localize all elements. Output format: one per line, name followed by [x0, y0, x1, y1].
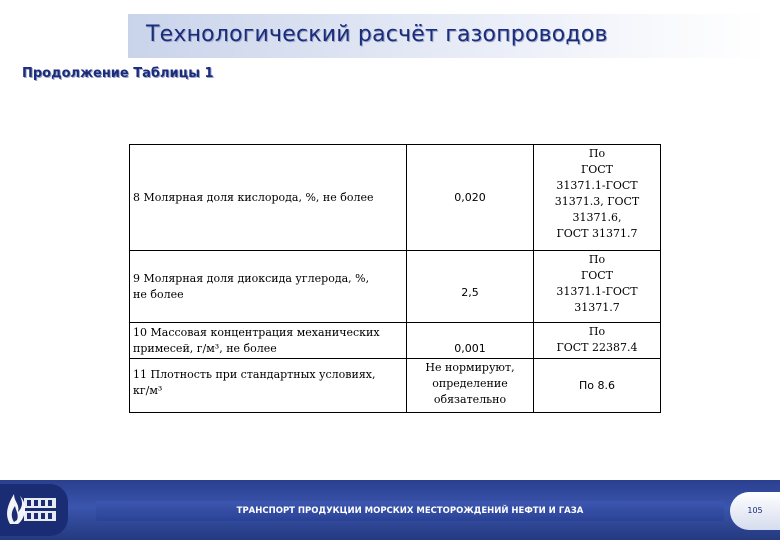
value-text: Не нормируют,	[425, 361, 515, 374]
method-line: По	[588, 253, 606, 266]
method-line: 31371.1-ГОСТ	[556, 179, 638, 192]
value-text: 2,5	[461, 286, 479, 299]
value-cell	[407, 323, 534, 359]
value-text: обязательно	[433, 393, 507, 406]
value-cell	[407, 251, 534, 323]
method-line: ГОСТ	[580, 269, 614, 282]
page-number: 105	[730, 492, 780, 530]
table-row	[130, 359, 661, 413]
method-cell	[534, 251, 661, 323]
table-row	[130, 323, 661, 359]
param-cell	[130, 323, 407, 359]
method-cell	[534, 323, 661, 359]
method-line: 31371.1-ГОСТ	[556, 285, 638, 298]
table-row	[130, 251, 661, 323]
method-line: 31371.7	[574, 301, 620, 314]
param-text: кг/м³	[133, 384, 163, 397]
method-line: По 8.6	[579, 378, 615, 392]
param-cell	[130, 251, 407, 323]
value-text: 0,001	[454, 342, 486, 355]
table-row	[130, 145, 661, 251]
param-text: примесей, г/м³, не более	[133, 341, 277, 355]
value-cell	[407, 359, 534, 413]
param-cell	[130, 359, 407, 413]
method-line: По	[588, 325, 606, 338]
footer-caption: ТРАНСПОРТ ПРОДУКЦИИ МОРСКИХ МЕСТОРОЖДЕНИЙ НЕФТИ И ГАЗА	[96, 501, 724, 521]
method-line: 31371.3, ГОСТ	[554, 195, 640, 208]
specification-table	[129, 144, 661, 413]
value-cell	[407, 145, 534, 251]
method-line: По	[588, 147, 606, 160]
param-text: 11 Плотность при стандартных условиях,	[133, 368, 376, 381]
param-text: не более	[133, 287, 184, 301]
page-title: Технологический расчёт газопроводов	[146, 22, 608, 47]
value-text: 0,020	[454, 190, 486, 204]
method-line: 31371.6,	[572, 211, 622, 224]
method-cell	[534, 359, 661, 413]
param-cell	[130, 145, 407, 251]
gazprom-flame-logo-icon	[0, 484, 68, 536]
param-text: 9 Молярная доля диоксида углерода, %,	[133, 271, 370, 285]
table-continuation-label: Продолжение Таблицы 1	[22, 66, 214, 81]
param-text: 8 Молярная доля кислорода, %, не более	[133, 190, 374, 204]
method-cell	[534, 145, 661, 251]
method-line: ГОСТ 22387.4	[556, 341, 638, 354]
method-line: ГОСТ	[580, 163, 614, 176]
value-text: определение	[432, 377, 508, 390]
method-line: ГОСТ 31371.7	[556, 227, 638, 240]
param-text: 10 Массовая концентрация механических	[133, 325, 380, 339]
